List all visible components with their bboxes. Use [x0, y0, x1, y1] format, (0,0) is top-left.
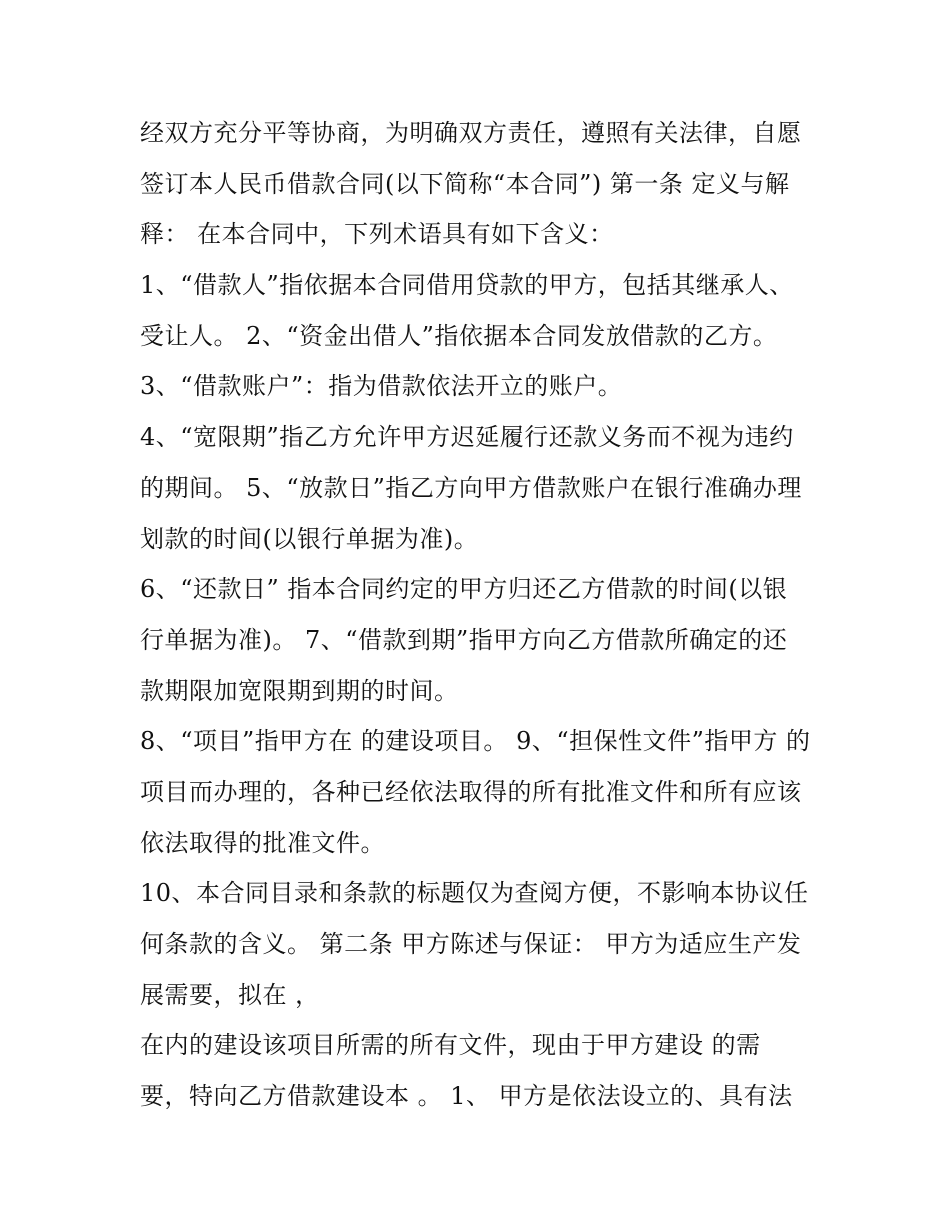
text-line: 在内的建设该项目所需的所有文件，现由于甲方建设 的需 — [140, 1031, 761, 1060]
text-line: 3、“借款账户”：指为借款依法开立的账户。 — [140, 372, 623, 401]
text-line: 释： 在本合同中，下列术语具有如下含义： — [140, 220, 614, 249]
text-line: 受让人。 2、“资金出借人”指依据本合同发放借款的乙方。 — [140, 321, 778, 350]
text-line: 依法取得的批准文件。 — [140, 828, 385, 857]
text-line: 的期间。 5、“放款日”指乙方向甲方借款账户在银行准确办理 — [140, 473, 802, 502]
text-line: 要，特向乙方借款建设本 。 1、 甲方是依法设立的、具有法 — [140, 1082, 793, 1111]
text-line: 展需要，拟在 ， — [140, 980, 320, 1009]
text-line: 10、本合同目录和条款的标题仅为查阅方便，不影响本协议任 — [140, 879, 809, 908]
text-line: 划款的时间(以银行单据为准)。 — [140, 524, 479, 553]
text-line: 行单据为准)。 7、“借款到期”指甲方向乙方借款所确定的还 — [140, 625, 788, 654]
text-line: 8、“项目”指甲方在 的建设项目。 9、“担保性文件”指甲方 的 — [140, 727, 811, 756]
text-line: 签订本人民币借款合同(以下简称“本合同”) 第一条 定义与解 — [140, 169, 790, 198]
text-line: 1、“借款人”指依据本合同借用贷款的甲方，包括其继承人、 — [140, 271, 794, 300]
text-line: 项目而办理的，各种已经依法取得的所有批准文件和所有应该 — [140, 777, 802, 806]
text-line: 4、“宽限期”指乙方允许甲方迟延履行还款义务而不视为违约 — [140, 423, 794, 452]
text-line: 6、“还款日” 指本合同约定的甲方归还乙方借款的时间(以银 — [140, 575, 788, 604]
contract-text-body — [140, 108, 830, 1122]
text-line: 经双方充分平等协商，为明确双方责任，遵照有关法律，自愿 — [140, 119, 802, 147]
text-line: 款期限加宽限期到期的时间。 — [140, 676, 459, 705]
text-line: 何条款的含义。 第二条 甲方陈述与保证： 甲方为适应生产发 — [140, 930, 802, 958]
